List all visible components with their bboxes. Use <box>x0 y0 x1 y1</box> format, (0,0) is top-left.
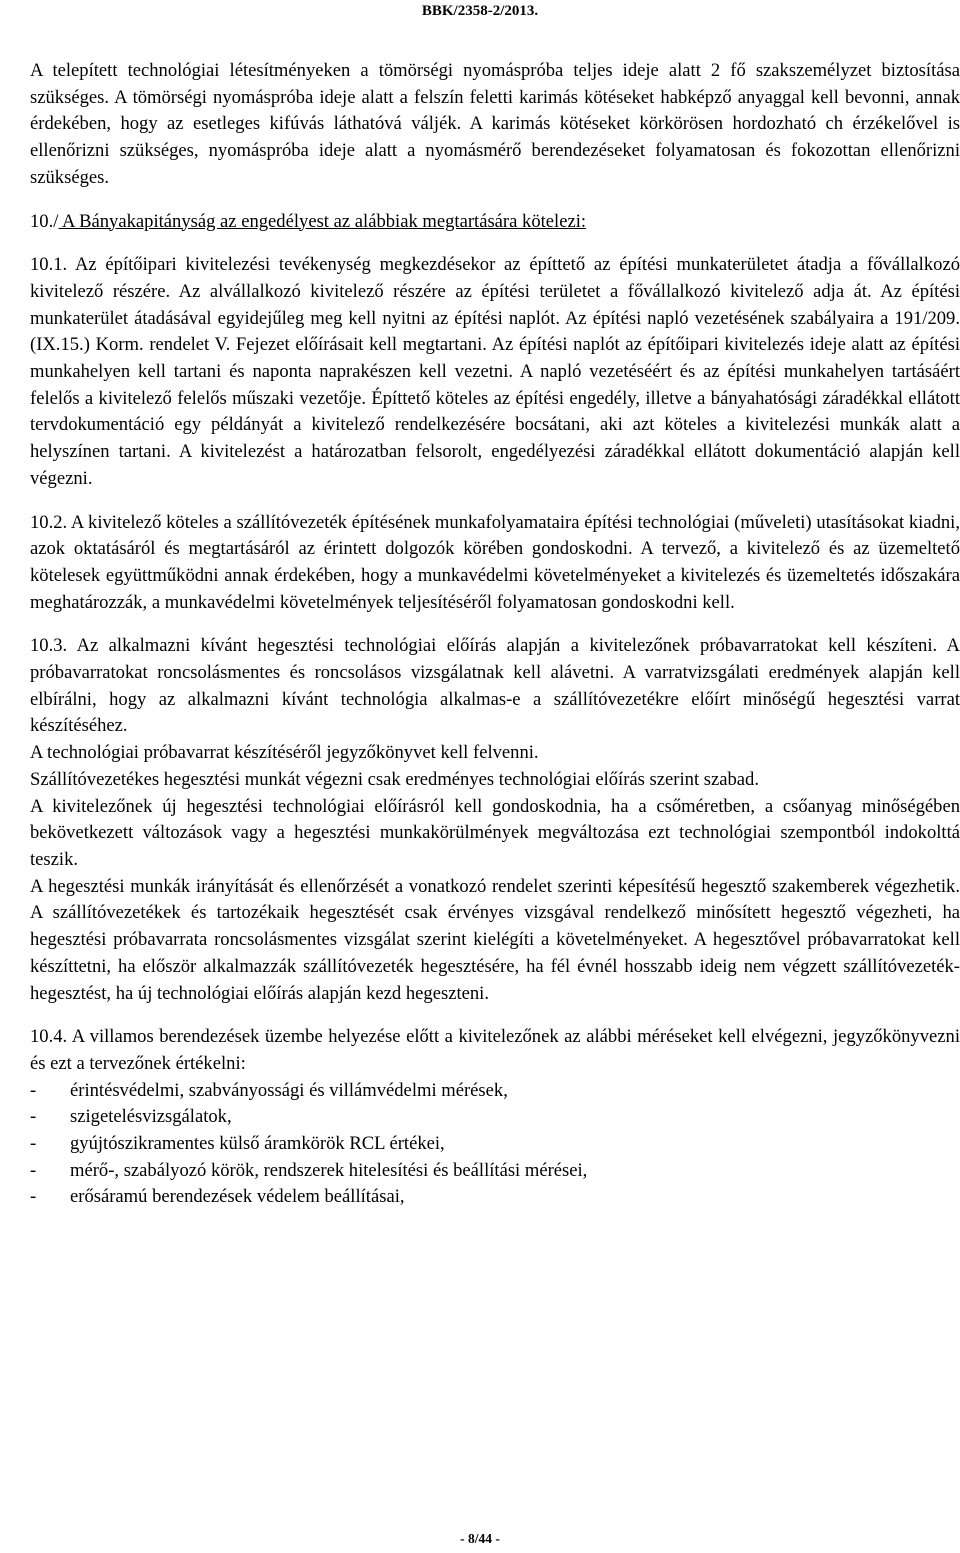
paragraph-10-2: 10.2. A kivitelező köteles a szállítóvezeték építésének munkafolyamataira építési technológiai (műveleti) utasításokat kiadni, azok oktatásáról és megtartásáról az érintett dolgozók körében gondoskodni. A tervező, a kivitelező és az üzemeltető kötelesek együttműködni annak érdekében, hogy a munkavédelmi követelményeket a kivitelezés és üzemeltetés időszakára meghatározzák, a munkavédelmi követelmények teljesítéséről folyamatosan gondoskodni kell. <box>30 511 960 613</box>
section-heading-number: 10./ <box>30 210 59 232</box>
page-number-footer: - 8/44 - <box>460 1531 500 1546</box>
list-dash: - <box>30 1186 37 1208</box>
paragraph-10-3: 10.3. Az alkalmazni kívánt hegesztési technológiai előírás alapján a kivitelezőnek próbavarratokat kell készíteni. A próbavarratokat roncsolásmentes és roncsolásos vizsgálatnak kell alávetni. A varratvizsgálati eredmények alapján kell elbírálni, hogy az alkalmazni kívánt technológia alkalmas-e a szállítóvezetékre előírt minőségű hegesztési varrat készítéséhez. <box>30 635 960 737</box>
list-dash: - <box>30 1106 37 1128</box>
paragraph-10-3-qualified-welders: A hegesztési munkák irányítását és ellenőrzését a vonatkozó rendelet szerinti képesítésű hegesztő szakemberek végezhetik. A szállítóvezetékek és tartozékaik hegesztését csak érvényes vizsgával rendelkező minősített hegesztő végezheti, ha hegesztési próbavarrata roncsolásmentes vizsgálat szerint kielégíti a követelményeket. A hegesztővel próbavarratokat kell készíttetni, ha először alkalmazzák szállítóvezeték hegesztésére, ha fél évnél hosszabb ideig nem végzett szállítóvezeték-hegesztést, ha új technológiai előírás alapján kezd hegeszteni. <box>30 875 960 1004</box>
paragraph-10-3-welding-rule: Szállítóvezetékes hegesztési munkát végezni csak eredményes technológiai előírás szerint szabad. <box>30 768 759 790</box>
list-item <box>30 1158 960 1185</box>
document-id-header: BBK/2358-2/2013. <box>421 3 539 19</box>
list-item <box>30 1078 960 1105</box>
document-body <box>30 58 960 1211</box>
list-item <box>30 1131 960 1158</box>
list-dash: - <box>30 1079 37 1101</box>
section-heading <box>30 209 960 236</box>
paragraph-10-1: 10.1. Az építőipari kivitelezési tevékenység megkezdésekor az építtető az építési munkaterületet átadja a fővállalkozó kivitelező részére. Az alvállalkozó kivitelező részére az építési területet a fővállalkozó kivitelező adja át. Az építési munkaterület átadásával egyidejűleg meg kell nyitni az építési naplót. Az építési napló vezetésének szabályaira a 191/209. (IX.15.) Korm. rendelet V. Fejezet előírásait kell megtartani. Az építési naplót az építőipari kivitelezés ideje alatt az építési munkahelyen kell tartani és naponta naprakészen kell vezetni. A napló vezetéséért és az építési munkahelyen tartásáért felelős a kivitelező felelős műszaki vezetője. Építtető köteles az építési engedély, illetve a bányahatósági záradékkal ellátott tervdokumentáció egy példányát a kivitelező rendelkezésére bocsátani, aki azt köteles a kivitelezési munkák alatt a helyszínen tartani. A kivitelezést a határozatban felsorolt, engedélyezési záradékkal ellátott dokumentáció alapján kell végezni. <box>30 254 960 489</box>
section-heading-text: A Bányakapitányság az engedélyest az alábbiak megtartására kötelezi: <box>58 210 587 232</box>
list-item-text: szigetelésvizsgálatok, <box>70 1106 232 1128</box>
paragraph-10-3-protocol: A technológiai próbavarrat készítéséről jegyzőkönyvet kell felvenni. <box>30 742 539 764</box>
list-item <box>30 1104 960 1131</box>
list-item-text: erősáramú berendezések védelem beállításai, <box>70 1186 405 1208</box>
paragraph-10-3-new-technology: A kivitelezőnek új hegesztési technológiai előírásról kell gondoskodnia, ha a csőméretben, a csőanyag minőségében bekövetkezett változások vagy a hegesztési munkakörülmények megváltozása ezt technológiai szempontból indokolttá teszik. <box>30 795 960 870</box>
list-item-text: mérő-, szabályozó körök, rendszerek hitelesítési és beállítási mérései, <box>70 1159 588 1181</box>
list-item-text: gyújtószikramentes külső áramkörök RCL értékei, <box>70 1133 445 1155</box>
paragraph-pressure-test: A telepített technológiai létesítményeken a tömörségi nyomáspróba teljes ideje alatt 2 fő szakszemélyzet biztosítása szükséges. A tömörségi nyomáspróba ideje alatt a felszín feletti karimás kötéseket habképző anyaggal kell bevonni, annak érdekében, hogy az esetleges kifúvás láthatóvá váljék. A karimás kötéseket körkörösen hordozható ch érzékelővel is ellenőrizni szükséges, nyomáspróba ideje alatt a nyomásmérő berendezéseket folyamatosan és fokozottan ellenőrizni szükséges. <box>30 60 960 188</box>
list-dash: - <box>30 1133 37 1155</box>
list-item-text: érintésvédelmi, szabványossági és villámvédelmi mérések, <box>70 1079 508 1101</box>
list-item <box>30 1184 960 1211</box>
measurements-list <box>30 1078 960 1212</box>
list-dash: - <box>30 1159 37 1181</box>
paragraph-10-4: 10.4. A villamos berendezések üzembe helyezése előtt a kivitelezőnek az alábbi méréseket kell elvégezni, jegyzőkönyvezni és ezt a tervezőnek értékelni: <box>30 1026 960 1074</box>
